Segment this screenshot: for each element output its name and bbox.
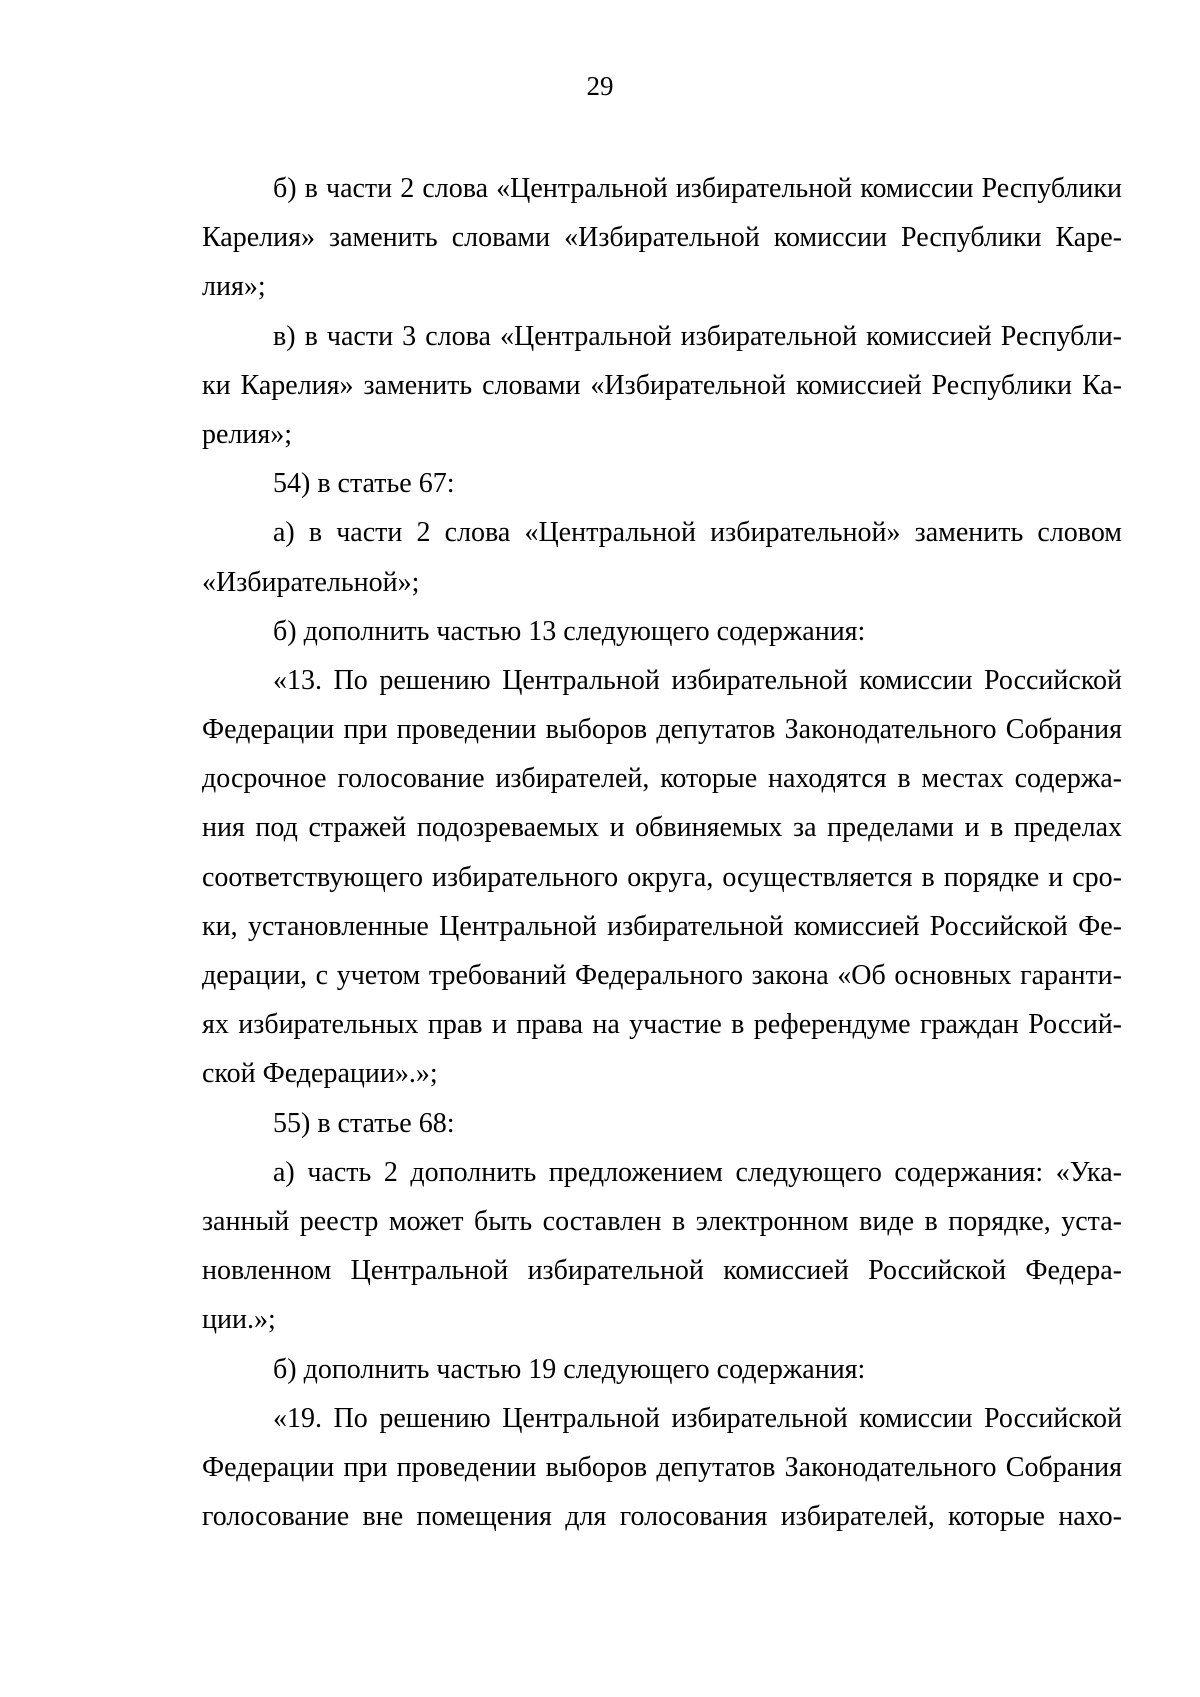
text-line: ки Карелия» заменить словами «Избирательной комиссией Республики Ка- xyxy=(202,369,1122,401)
text-line: «Избирательной»; xyxy=(202,566,420,598)
text-line: «13. По решению Центральной избирательной комиссии Российской xyxy=(273,664,1122,696)
text-line: 55) в статье 68: xyxy=(273,1107,455,1139)
text-line: голосование вне помещения для голосования избирателей, которые нахо- xyxy=(202,1501,1122,1533)
text-line: новленном Центральной избирательной комиссией Российской Федера- xyxy=(202,1255,1122,1287)
text-line: лия»; xyxy=(202,271,266,303)
text-line: Федерации при проведении выборов депутатов Законодательного Собрания xyxy=(202,714,1122,746)
text-line: 54) в статье 67: xyxy=(273,468,455,500)
text-line: б) в части 2 слова «Центральной избирательной комиссии Республики xyxy=(273,173,1122,204)
text-line: ки, установленные Центральной избирательной комиссией Российской Фе- xyxy=(202,910,1122,942)
body-text xyxy=(202,164,1122,1541)
text-line: занный реестр может быть составлен в электронном виде в порядке, уста- xyxy=(202,1205,1122,1237)
text-line: ской Федерации».»; xyxy=(202,1058,438,1090)
text-line: дерации, с учетом требований Федерального закона «Об основных гаранти- xyxy=(202,960,1122,991)
text-line: Карелия» заменить словами «Избирательной комиссии Республики Каре- xyxy=(202,222,1122,254)
text-line: б) дополнить частью 19 следующего содержания: xyxy=(273,1353,866,1385)
text-line: а) в части 2 слова «Центральной избирательной» заменить словом xyxy=(273,517,1122,549)
text-line: в) в части 3 слова «Центральной избирательной комиссией Республи- xyxy=(273,320,1122,352)
text-line: Федерации при проведении выборов депутатов Законодательного Собрания xyxy=(202,1451,1122,1483)
text-line: ях избирательных прав и права на участие в референдуме граждан Россий- xyxy=(202,1009,1122,1041)
text-line: ции.»; xyxy=(202,1304,276,1336)
text-line: а) часть 2 дополнить предложением следующего содержания: «Ука- xyxy=(273,1156,1122,1188)
text-line: «19. По решению Центральной избирательной комиссии Российской xyxy=(273,1402,1122,1434)
text-line: релия»; xyxy=(202,418,293,450)
text-line: б) дополнить частью 13 следующего содержания: xyxy=(273,615,866,647)
text-line: ния под стражей подозреваемых и обвиняемых за пределами и в пределах xyxy=(202,812,1122,844)
text-line: досрочное голосование избирателей, которые находятся в местах содержа- xyxy=(202,763,1122,795)
text-line: соответствующего избирательного округа, осуществляется в порядке и сро- xyxy=(202,861,1122,893)
page-number: 29 xyxy=(586,71,614,101)
